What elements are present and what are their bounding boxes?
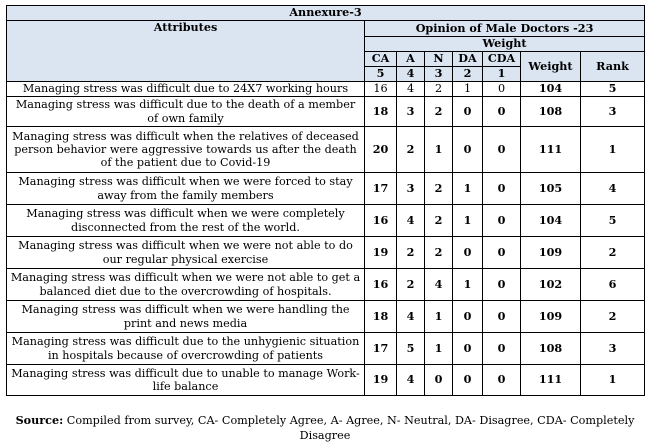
cda-cell: 0 xyxy=(483,97,521,127)
cda-cell: 0 xyxy=(483,365,521,396)
table-row xyxy=(7,269,645,301)
scale-weight-n: 3 xyxy=(425,67,453,82)
weight-cell: 104 xyxy=(521,205,581,237)
source-note xyxy=(6,413,644,443)
table-row xyxy=(7,205,645,237)
attribute-cell: Managing stress was difficult when we were forced to stay away from the family members xyxy=(7,173,365,205)
source-label: Source: xyxy=(15,413,64,427)
weight-cell: 111 xyxy=(521,127,581,173)
n-cell: 2 xyxy=(425,97,453,127)
da-cell: 0 xyxy=(453,237,483,269)
cda-cell: 0 xyxy=(483,173,521,205)
cda-cell: 0 xyxy=(483,127,521,173)
da-cell: 0 xyxy=(453,301,483,333)
opinion-header: Opinion of Male Doctors -23 xyxy=(365,21,645,37)
a-cell: 2 xyxy=(397,127,425,173)
rank-cell: 2 xyxy=(581,301,645,333)
weight-cell: 109 xyxy=(521,301,581,333)
da-cell: 1 xyxy=(453,205,483,237)
a-cell: 3 xyxy=(397,173,425,205)
weight-cell: 104 xyxy=(521,82,581,97)
rank-cell: 4 xyxy=(581,173,645,205)
ca-cell: 16 xyxy=(365,82,397,97)
table-row xyxy=(7,237,645,269)
n-cell: 2 xyxy=(425,205,453,237)
da-cell: 0 xyxy=(453,365,483,396)
a-cell: 4 xyxy=(397,365,425,396)
da-cell: 0 xyxy=(453,333,483,365)
scale-weight-a: 4 xyxy=(397,67,425,82)
scale-header-da: DA xyxy=(453,52,483,67)
rank-cell: 5 xyxy=(581,205,645,237)
weight-cell: 102 xyxy=(521,269,581,301)
attribute-cell: Managing stress was difficult when we were completely disconnected from the rest of the world. xyxy=(7,205,365,237)
cda-cell: 0 xyxy=(483,301,521,333)
scale-weight-cda: 1 xyxy=(483,67,521,82)
attribute-cell: Managing stress was difficult due to the death of a member of own family xyxy=(7,97,365,127)
a-cell: 5 xyxy=(397,333,425,365)
a-cell: 2 xyxy=(397,237,425,269)
cda-cell: 0 xyxy=(483,205,521,237)
rank-cell: 5 xyxy=(581,82,645,97)
rank-cell: 2 xyxy=(581,237,645,269)
table-row xyxy=(7,333,645,365)
da-cell: 1 xyxy=(453,82,483,97)
cda-cell: 0 xyxy=(483,333,521,365)
attribute-cell: Managing stress was difficult when we were not able to do our regular physical exercise xyxy=(7,237,365,269)
da-cell: 1 xyxy=(453,269,483,301)
table-row xyxy=(7,127,645,173)
a-cell: 2 xyxy=(397,269,425,301)
rank-cell: 1 xyxy=(581,365,645,396)
weight-cell: 105 xyxy=(521,173,581,205)
scale-header-n: N xyxy=(425,52,453,67)
weight-group-header: Weight xyxy=(365,37,645,52)
table-row xyxy=(7,82,645,97)
a-cell: 4 xyxy=(397,82,425,97)
source-text: Compiled from survey, CA- Completely Agree, A- Agree, N- Neutral, DA- Disagree, CDA- Completely Disagree xyxy=(63,414,635,442)
table-title: Annexure-3 xyxy=(7,6,645,21)
rank-cell: 3 xyxy=(581,97,645,127)
scale-header-ca: CA xyxy=(365,52,397,67)
table-row xyxy=(7,365,645,396)
n-cell: 1 xyxy=(425,127,453,173)
attribute-cell: Managing stress was difficult when we were handling the print and news media xyxy=(7,301,365,333)
weight-header: Weight xyxy=(521,52,581,82)
attribute-cell: Managing stress was difficult due to 24X7 working hours xyxy=(7,82,365,97)
n-cell: 2 xyxy=(425,173,453,205)
attribute-cell: Managing stress was difficult when we were not able to get a balanced diet due to the overcrowding of hospitals. xyxy=(7,269,365,301)
a-cell: 3 xyxy=(397,97,425,127)
ca-cell: 16 xyxy=(365,205,397,237)
ca-cell: 19 xyxy=(365,237,397,269)
cda-cell: 0 xyxy=(483,269,521,301)
n-cell: 1 xyxy=(425,333,453,365)
ca-cell: 17 xyxy=(365,333,397,365)
ca-cell: 18 xyxy=(365,97,397,127)
attribute-cell: Managing stress was difficult when the relatives of deceased person behavior were aggressive towards us after the death of the patient due to Covid-19 xyxy=(7,127,365,173)
attribute-cell: Managing stress was difficult due to the unhygienic situation in hospitals because of overcrowding of patients xyxy=(7,333,365,365)
da-cell: 0 xyxy=(453,97,483,127)
annexure-table-container xyxy=(6,5,644,396)
ca-cell: 16 xyxy=(365,269,397,301)
da-cell: 1 xyxy=(453,173,483,205)
cda-cell: 0 xyxy=(483,82,521,97)
a-cell: 4 xyxy=(397,205,425,237)
n-cell: 2 xyxy=(425,82,453,97)
rank-cell: 6 xyxy=(581,269,645,301)
da-cell: 0 xyxy=(453,127,483,173)
n-cell: 4 xyxy=(425,269,453,301)
ca-cell: 19 xyxy=(365,365,397,396)
attribute-cell: Managing stress was difficult due to unable to manage Work-life balance xyxy=(7,365,365,396)
a-cell: 4 xyxy=(397,301,425,333)
cda-cell: 0 xyxy=(483,237,521,269)
annexure-table xyxy=(6,5,645,396)
table-row xyxy=(7,173,645,205)
weight-cell: 108 xyxy=(521,97,581,127)
n-cell: 0 xyxy=(425,365,453,396)
ca-cell: 18 xyxy=(365,301,397,333)
weight-cell: 108 xyxy=(521,333,581,365)
rank-cell: 1 xyxy=(581,127,645,173)
weight-cell: 111 xyxy=(521,365,581,396)
n-cell: 1 xyxy=(425,301,453,333)
rank-cell: 3 xyxy=(581,333,645,365)
scale-header-a: A xyxy=(397,52,425,67)
table-row xyxy=(7,97,645,127)
scale-header-cda: CDA xyxy=(483,52,521,67)
scale-weight-da: 2 xyxy=(453,67,483,82)
weight-cell: 109 xyxy=(521,237,581,269)
scale-weight-ca: 5 xyxy=(365,67,397,82)
ca-cell: 17 xyxy=(365,173,397,205)
n-cell: 2 xyxy=(425,237,453,269)
ca-cell: 20 xyxy=(365,127,397,173)
attributes-header: Attributes xyxy=(7,21,365,82)
rank-header: Rank xyxy=(581,52,645,82)
table-row xyxy=(7,301,645,333)
